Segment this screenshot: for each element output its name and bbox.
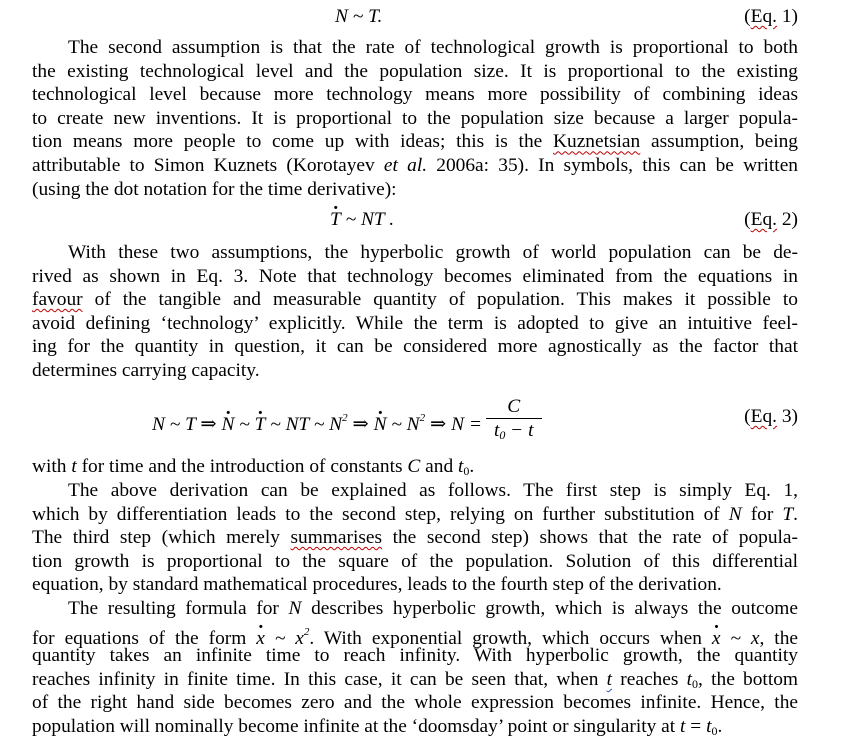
text-line: reaches infinity in finite time. In this case, it can be seen that, when t reaches $t_0$, the bottom: [32, 668, 798, 691]
text-line: ing for the quantity in question, it can be considered more agnostically as the factor that: [32, 336, 798, 358]
grammar-check-word[interactable]: t: [606, 668, 613, 690]
equation-2-expression: T · ~ NT .: [330, 209, 394, 231]
text-line: With these two assumptions, the hyperbolic growth of world population can be de-: [68, 242, 798, 263]
equation-3-expression: N ~ T ⇒ N · ~ T · ~ NT ~ $N^2$ ⇒ N · ~ $N^2$ ⇒ N = $\frac{C}{t_0 - t}$: [152, 392, 542, 451]
equation-2-label: (Eq. 2): [744, 209, 798, 230]
paragraph-3: [32, 455, 798, 479]
spellcheck-word[interactable]: Kuznetsian: [553, 131, 641, 153]
equation-1-expression: N ~ T.: [335, 6, 383, 27]
equation-1: [0, 6, 842, 32]
text-line: population will nominally become infinite at the ‘doomsday’ point or singularity at $t = t_0$.: [32, 715, 723, 738]
equation-2: [0, 209, 842, 235]
text-line: tion means more people to come up with ideas; this is the Kuznetsian assumption, being: [32, 131, 798, 153]
text-line: which by differentiation leads to the second step, relying on further substitution of N for T.: [32, 503, 798, 525]
spellcheck-word[interactable]: summarises: [290, 527, 383, 549]
text-line: The second assumption is that the rate of technological growth is proportional to both: [68, 37, 798, 58]
text-line: The third step (which merely summarises the second step) shows that the rate of popula-: [32, 527, 798, 549]
text-line: rived as shown in Eq. 3. Note that technology becomes eliminated from the equations in: [32, 265, 798, 287]
text-line: determines carrying capacity.: [32, 359, 260, 381]
text-line: The resulting formula for N describes hyperbolic growth, which is always the outcome: [68, 598, 798, 619]
text-line: to create new inventions. It is proportional to the population size because a larger popula-: [32, 107, 798, 129]
equation-3: [0, 392, 842, 450]
text-line: attributable to Simon Kuznets (Korotayev et al. 2006a: 35). In symbols, this can be written: [32, 154, 798, 176]
text-line: equation, by standard mathematical procedures, leads to the fourth step of the derivation.: [32, 574, 722, 596]
text-line: the existing technological level and the population size. It is proportional to the existing: [32, 60, 798, 82]
paragraph-2: [32, 241, 798, 383]
equation-3-label: (Eq. 3): [744, 406, 798, 427]
text-line: with t for time and the introduction of constants C and $t_0$.: [32, 456, 475, 478]
paragraph-5: [32, 597, 798, 739]
text-line: avoid defining ‘technology’ explicitly. While the term is adopted to give an intuitive feel-: [32, 312, 798, 334]
fraction: $\frac{C}{t_0 - t}$: [486, 396, 542, 447]
equation-1-label: (Eq. 1): [744, 6, 798, 27]
text-line: for equations of the form x · ~ $x^2$. With exponential growth, which occurs when x · ~ x, the: [32, 621, 798, 645]
text-line: favour of the tangible and measurable quantity of population. This makes it possible to: [32, 289, 798, 311]
paragraph-1: [32, 36, 798, 201]
paragraph-4: [32, 479, 798, 597]
text-line: of the right hand side becomes zero and the whole expression becomes infinite. Hence, the: [32, 692, 798, 714]
text-line: quantity takes an infinite time to reach infinity. With hyperbolic growth, the quantity: [32, 645, 798, 667]
text-line: tion growth is proportional to the square of the population. Solution of this differential: [32, 550, 798, 572]
text-line: technological level because more technology means more possibility of combining ideas: [32, 84, 798, 106]
text-line: (using the dot notation for the time derivative):: [32, 178, 397, 200]
text-line: The above derivation can be explained as follows. The first step is simply Eq. 1,: [68, 480, 798, 501]
spellcheck-word[interactable]: favour: [32, 289, 83, 311]
